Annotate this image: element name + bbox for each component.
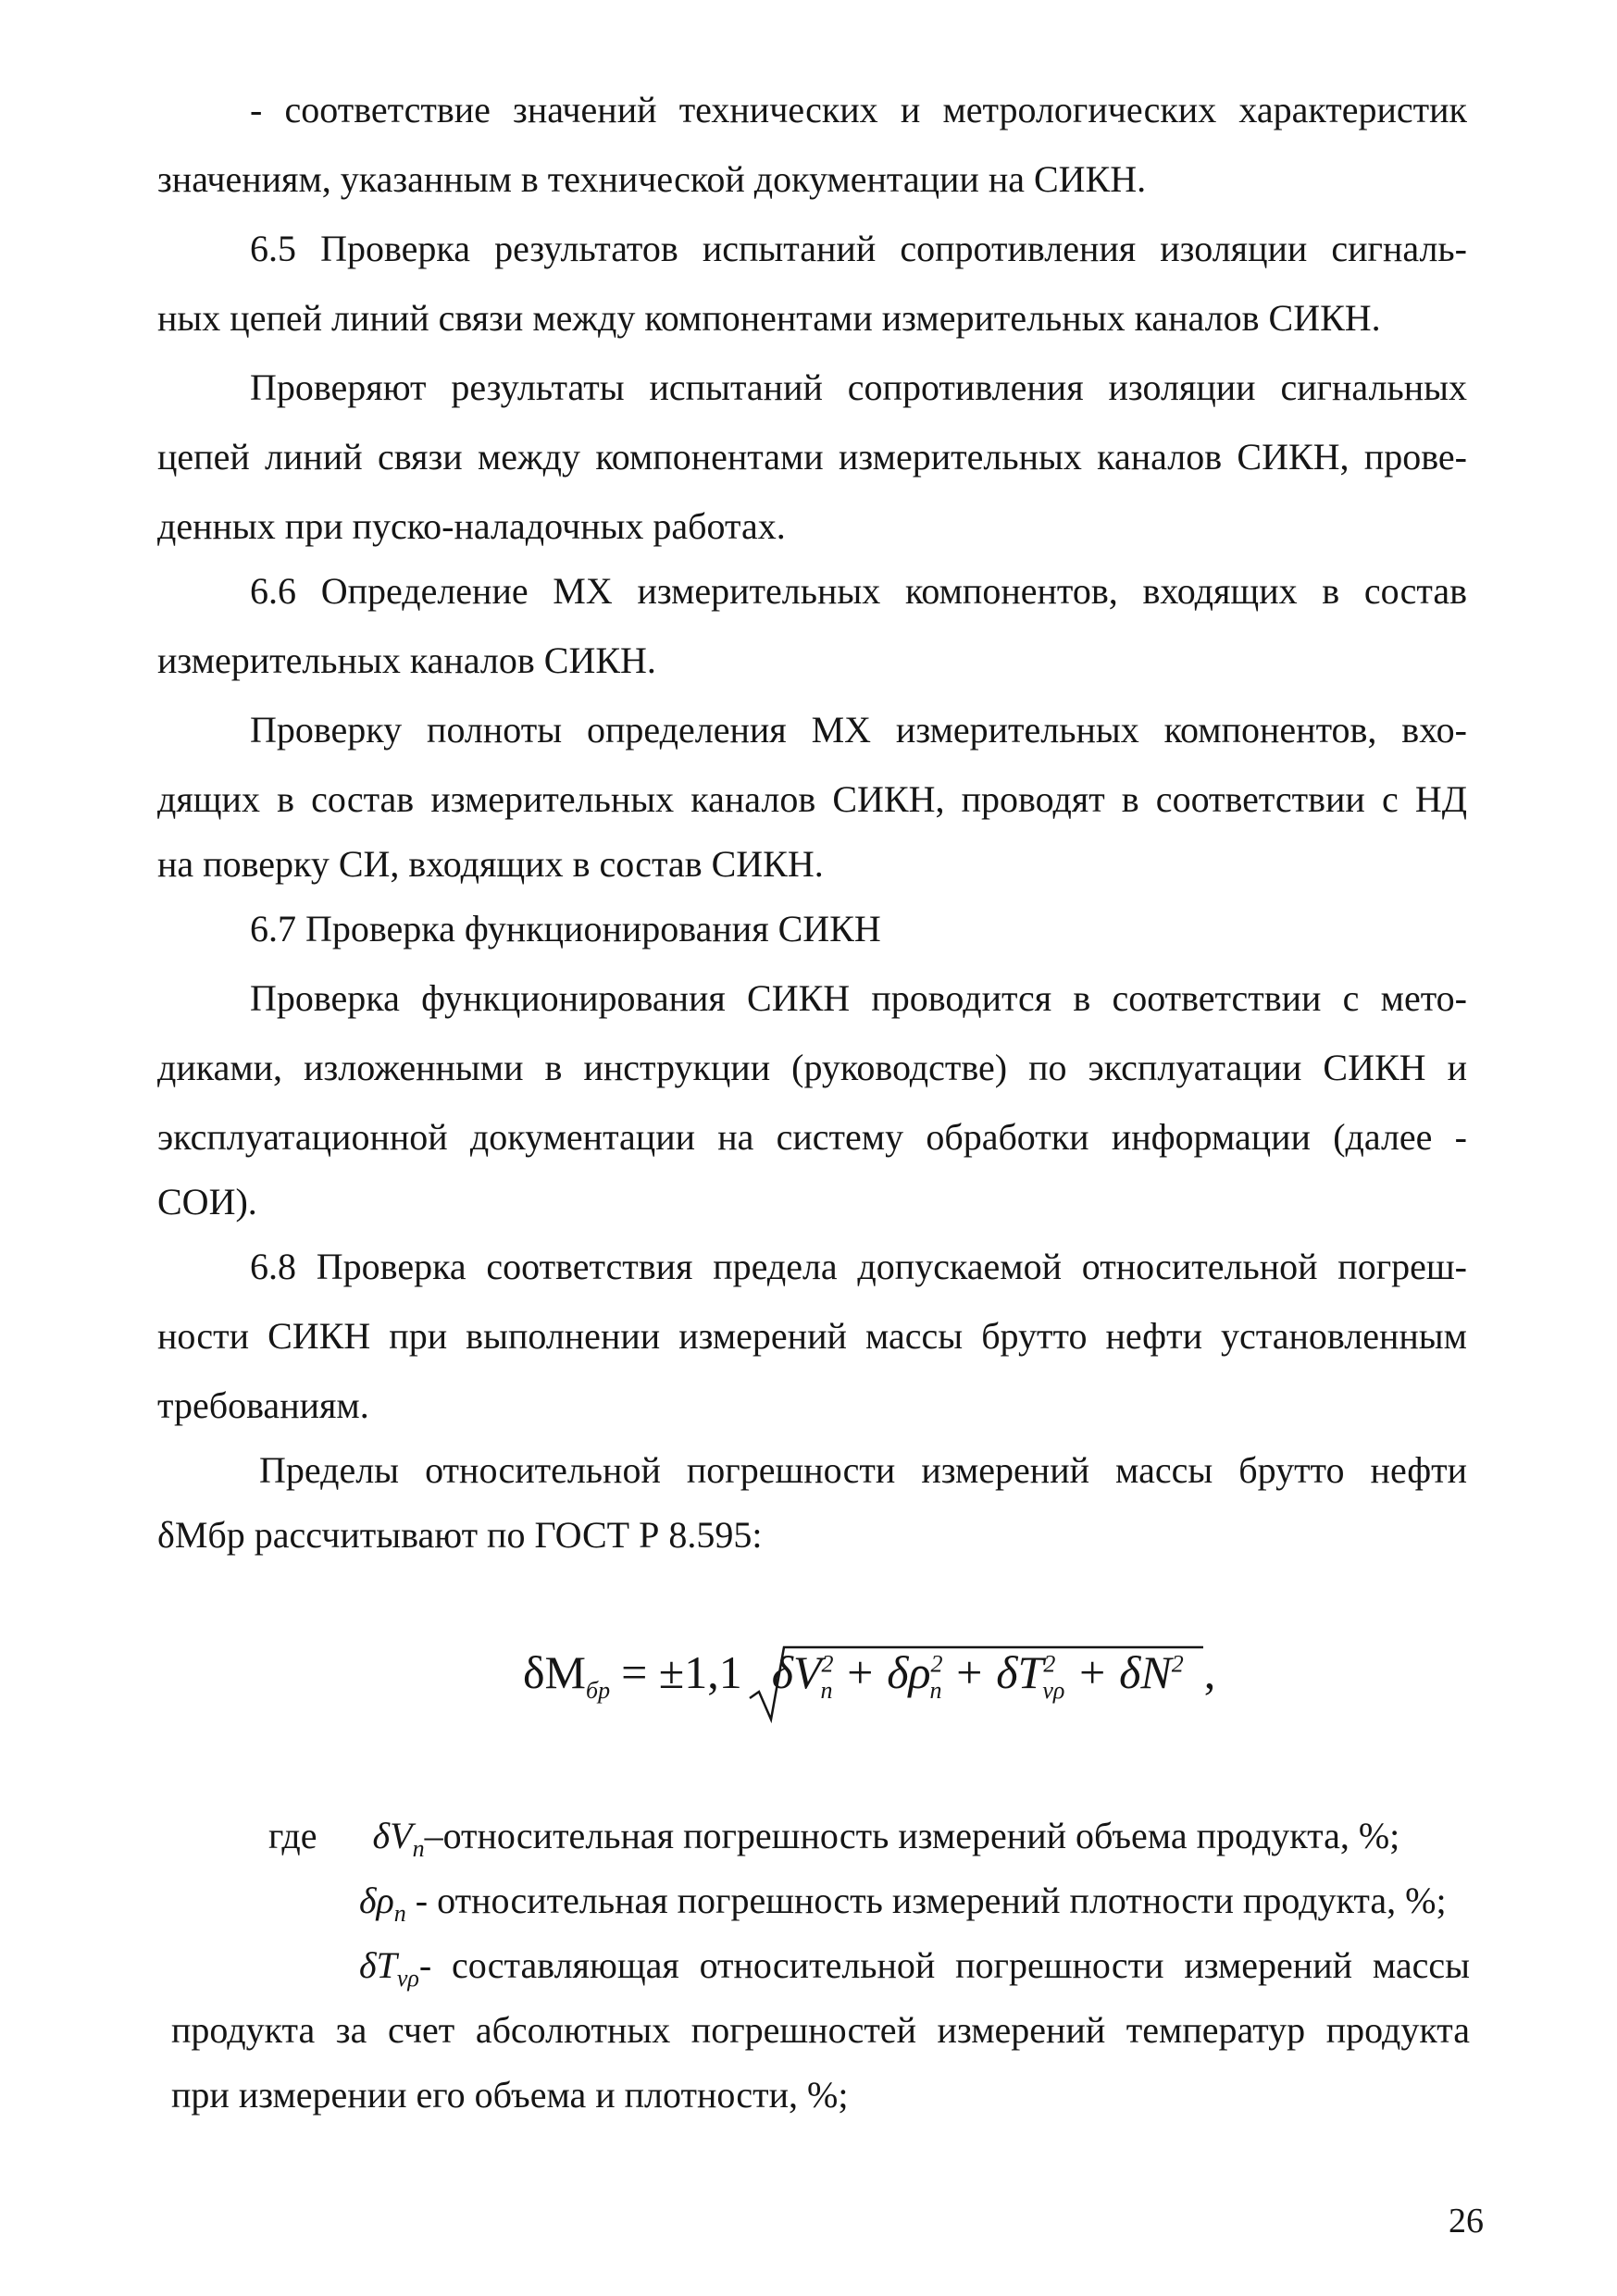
paragraph-line: дящих в состав измерительных каналов СИКН, проводят в соответствии с НД (157, 778, 1467, 820)
paragraph-line: эксплуатационной документации на систему обработки информации (далее - (157, 1116, 1467, 1158)
paragraph-line: Проверку полноты определения МХ измерительных компонентов, вхо- (250, 709, 1467, 751)
formula-term-dn: $\delta N^2$ (1119, 1646, 1184, 1698)
section-heading-6-8: ности СИКН при выполнении измерений массы брутто нефти установленным (157, 1315, 1467, 1357)
formula-lhs-sub: бр (586, 1677, 611, 1704)
definition-line-drho: $\delta\rho_п$ - относительная погрешность измерений плотности продукта, %; (359, 1880, 1447, 1927)
paragraph-line: денных при пуско-наладочных работах. (157, 505, 786, 547)
formula-term-dt: $\delta T^2_{v\rho}$ (996, 1646, 1065, 1704)
definition-line-dt: $\delta T_{v\rho}-$ составляющая относительной погрешности измерений массы (359, 1944, 1470, 1992)
formula-term-drho: $\delta\rho^2_п$ (887, 1646, 943, 1704)
section-heading-6-5: 6.5 Проверка результатов испытаний сопротивления изоляции сигналь- (250, 228, 1467, 269)
section-heading-6-6: 6.6 Определение МХ измерительных компонентов, входящих в состав (250, 570, 1467, 612)
where-label: где (268, 1815, 317, 1856)
formula-lhs: δМ (523, 1646, 587, 1698)
definition-continuation: продукта за счет абсолютных погрешностей измерений температур продукта (171, 2009, 1470, 2051)
section-heading-6-5: ных цепей линий связи между компонентами измерительных каналов СИКН. (157, 297, 1381, 339)
definition-line-dv: где $\delta V_п$–относительная погрешность измерений объема продукта, %; (268, 1815, 1400, 1862)
formula-expression: $\delta М_{бр} = \pm 1,1$ $\delta V^2_п + \delta\rho^2_п + \delta T^2_{v\rho} + \delta N^2$ , (523, 1646, 1216, 1704)
section-heading-6-7: 6.7 Проверка функционирования СИКН (250, 908, 881, 949)
definition-continuation: при измерении его объема и плотности, %; (171, 2074, 849, 2116)
formula-eq: = ±1,1 (621, 1646, 742, 1698)
section-heading-6-6: измерительных каналов СИКН. (157, 639, 656, 681)
paragraph-line: δМбр рассчитывают по ГОСТ Р 8.595: (157, 1514, 763, 1556)
paragraph-line: Проверка функционирования СИКН проводится в соответствии с мето- (250, 977, 1467, 1019)
formula-mass-error (523, 1629, 1263, 1731)
formula-term-dv: $\delta V^2_п$ (771, 1646, 834, 1704)
paragraph-line: Пределы относительной погрешности измерений массы брутто нефти (259, 1449, 1467, 1491)
paragraph-line: цепей линий связи между компонентами измерительных каналов СИКН, прове- (157, 436, 1467, 478)
paragraph-line: на поверку СИ, входящих в состав СИКН. (157, 843, 824, 885)
section-heading-6-8: требованиям. (157, 1384, 369, 1426)
page-number: 26 (1449, 2202, 1484, 2240)
paragraph-line: диками, изложенными в инструкции (руководстве) по эксплуатации СИКН и (157, 1047, 1467, 1088)
paragraph-line: Проверяют результаты испытаний сопротивления изоляции сигнальных (250, 366, 1467, 408)
paragraph-line: - соответствие значений технических и метрологических характеристик (250, 89, 1467, 130)
paragraph-line: значениям, указанным в технической документации на СИКН. (157, 158, 1147, 200)
paragraph-line: СОИ). (157, 1181, 257, 1222)
section-heading-6-8: 6.8 Проверка соответствия предела допускаемой относительной погреш- (250, 1246, 1467, 1287)
